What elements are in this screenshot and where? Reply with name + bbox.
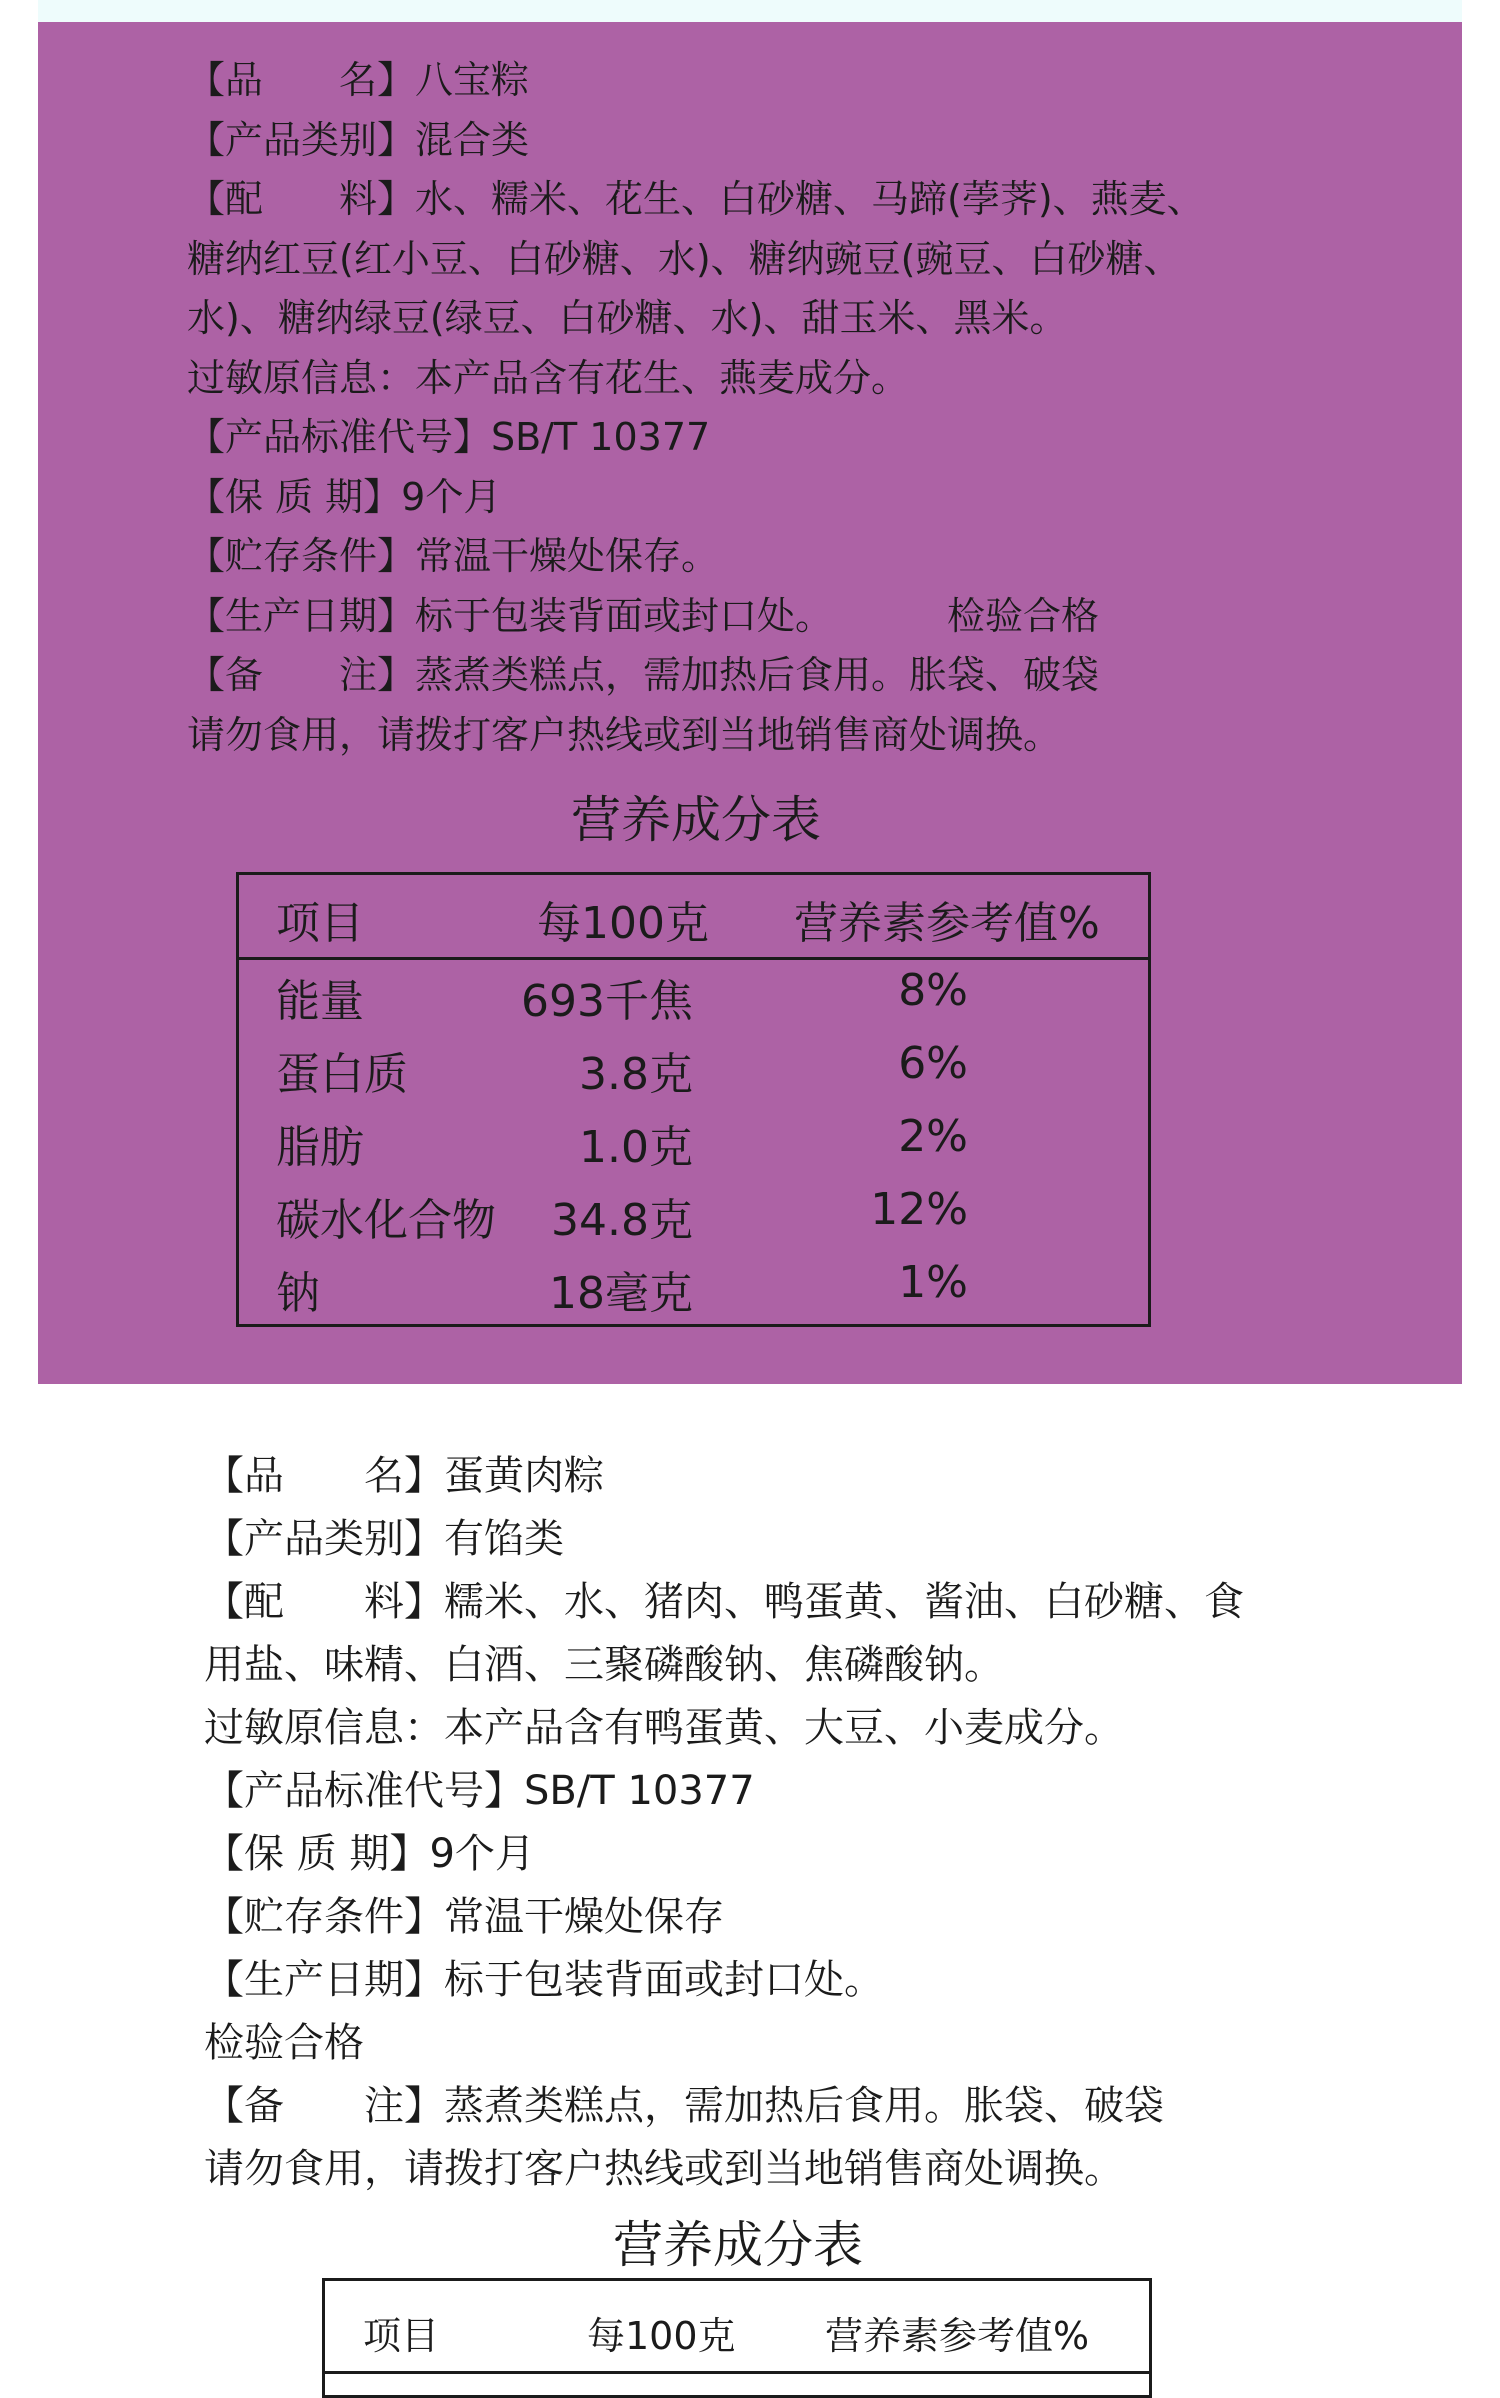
label: 【贮存条件】 [187, 534, 416, 578]
table-row [239, 1038, 1148, 1111]
info-line-allergen [187, 349, 1167, 409]
label: 【产品类别】 [187, 117, 416, 162]
header-item: 项目 [276, 898, 364, 949]
nutrition-table [236, 872, 1151, 1327]
value: 水、糯米、花生、白砂糖、马蹄(荸荠)、燕麦、 [415, 177, 1205, 221]
nutrition-table-title-2: 营养成分表 [613, 2216, 863, 2274]
info-line-production-date [204, 1949, 1244, 2012]
table-header [325, 2281, 1149, 2374]
cell-nrv: 1% [898, 1257, 968, 1308]
table-row [239, 1257, 1148, 1330]
info-line-production-date [187, 587, 1167, 647]
label: 【生产日期】 [187, 593, 416, 638]
nutrition-table-2 [322, 2278, 1152, 2398]
nutrition-table-title: 营养成分表 [571, 791, 821, 849]
table-header [239, 875, 1148, 960]
label: 【生产日期】 [204, 1957, 444, 2003]
label: 【保 质 期】 [204, 1831, 430, 1877]
label: 【品 名】 [187, 58, 416, 102]
info-line-category [187, 111, 1167, 171]
cell-nrv: 6% [898, 1038, 968, 1089]
info-line-standard [187, 408, 1167, 468]
header-item: 项目 [363, 2314, 440, 2358]
value: 标于包装背面或封口处。 [415, 593, 834, 638]
value: 请勿食用，请拨打客户热线或到当地销售商处调换。 [187, 712, 1062, 757]
info-line-name [204, 1445, 1244, 1508]
value: 用盐、味精、白酒、三聚磷酸钠、焦磷酸钠。 [204, 1642, 1004, 1688]
info-line-storage [204, 1886, 1244, 1949]
value: 过敏原信息：本产品含有花生、燕麦成分。 [187, 355, 910, 400]
value: 检验合格 [204, 2020, 364, 2066]
table-row [239, 965, 1148, 1038]
label: 【品 名】 [204, 1453, 444, 1499]
header-per-100g: 每100克 [537, 898, 709, 949]
value: 蒸煮类糕点，需加热后食用。胀袋、破袋 [444, 2083, 1164, 2129]
label: 【产品标准代号】 [187, 415, 492, 459]
label: 【配 料】 [204, 1579, 444, 1625]
cell-item: 碳水化合物 [276, 1195, 496, 1246]
table-row [239, 1111, 1148, 1184]
cell-value: 1.0克 [579, 1122, 693, 1173]
info-line-remarks-cont [187, 706, 1167, 766]
info-line-ingredients-cont [187, 230, 1182, 290]
cell-item: 能量 [276, 976, 364, 1027]
info-line-storage [187, 527, 1167, 587]
cell-value: 18毫克 [549, 1268, 693, 1319]
header-nrv: 营养素参考值% [794, 898, 1100, 949]
label: 【贮存条件】 [204, 1894, 444, 1940]
value: 混合类 [415, 117, 530, 162]
label: 【保 质 期】 [187, 474, 402, 519]
info-line-remarks-cont [204, 2138, 1244, 2201]
cell-nrv: 8% [898, 965, 968, 1016]
cell-nrv: 12% [870, 1184, 968, 1235]
value: 糯米、水、猪肉、鸭蛋黄、酱油、白砂糖、食 [444, 1579, 1244, 1625]
value: 标于包装背面或封口处。 [444, 1957, 884, 2003]
value: SB/T 10377 [491, 415, 711, 459]
inspection-passed: 检验合格 [947, 593, 1100, 638]
cell-value: 34.8克 [551, 1195, 693, 1246]
info-line-shelf-life [187, 468, 1167, 528]
cell-item: 蛋白质 [276, 1049, 408, 1100]
cell-value: 3.8克 [579, 1049, 693, 1100]
table-row [239, 1184, 1148, 1257]
info-line-remarks [187, 646, 1167, 706]
info-line-remarks [204, 2075, 1244, 2138]
value: 水)、糖纳绿豆(绿豆、白砂糖、水)、甜玉米、黑米。 [187, 296, 1068, 340]
value: 糖纳红豆(红小豆、白砂糖、水)、糖纳豌豆(豌豆、白砂糖、 [187, 236, 1182, 281]
value: 常温干燥处保存 [444, 1894, 724, 1940]
value: 9个月 [401, 474, 502, 519]
cell-item: 脂肪 [276, 1122, 364, 1173]
value: 9个月 [429, 1831, 535, 1877]
header-per-100g: 每100克 [587, 2314, 736, 2358]
value: SB/T 10377 [524, 1768, 755, 1814]
value: 八宝粽 [415, 58, 530, 102]
label: 【备 注】 [187, 653, 416, 697]
info-line-ingredients [187, 170, 1205, 230]
info-line-ingredients-cont [204, 1634, 1244, 1697]
value: 蒸煮类糕点，需加热后食用。胀袋、破袋 [415, 653, 1100, 697]
product-1-info [187, 51, 1205, 765]
info-line-standard [204, 1760, 1244, 1823]
cell-value: 693千焦 [521, 976, 693, 1027]
product-2-info [204, 1445, 1244, 2201]
info-line-name [187, 51, 1167, 111]
value: 有馅类 [444, 1516, 564, 1562]
info-line-ingredients-cont [187, 289, 1167, 349]
label: 【产品类别】 [204, 1516, 444, 1562]
value: 常温干燥处保存。 [415, 534, 720, 578]
info-line-ingredients [204, 1571, 1244, 1634]
top-strip [38, 0, 1462, 22]
info-line-shelf-life [204, 1823, 1244, 1886]
info-line-allergen [204, 1697, 1244, 1760]
header-nrv: 营养素参考值% [825, 2314, 1090, 2358]
value: 蛋黄肉粽 [444, 1453, 604, 1499]
value: 过敏原信息：本产品含有鸭蛋黄、大豆、小麦成分。 [204, 1705, 1124, 1751]
label: 【配 料】 [187, 177, 416, 221]
cell-item: 钠 [276, 1268, 320, 1319]
cell-nrv: 2% [898, 1111, 968, 1162]
label: 【备 注】 [204, 2083, 444, 2129]
inspection-passed [204, 2012, 1244, 2075]
label: 【产品标准代号】 [204, 1768, 524, 1814]
value: 请勿食用，请拨打客户热线或到当地销售商处调换。 [204, 2146, 1124, 2192]
info-line-category [204, 1508, 1244, 1571]
